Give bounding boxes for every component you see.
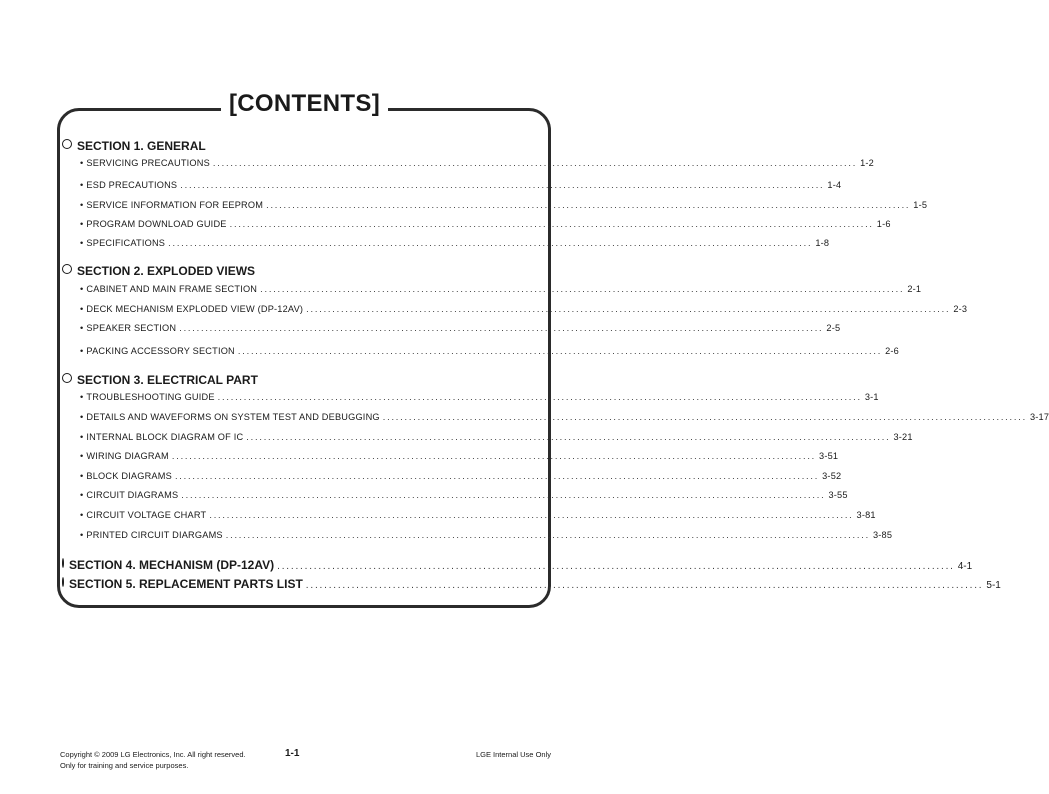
dot-leader: .................................................................................................................................................... bbox=[209, 510, 854, 520]
toc-item-page: 3-51 bbox=[819, 451, 839, 461]
toc-item-label: SERVICING PRECAUTIONS bbox=[86, 158, 210, 168]
toc-item-label: INTERNAL BLOCK DIAGRAM OF IC bbox=[86, 432, 244, 442]
dot-leader: .................................................................................................................................................... bbox=[266, 200, 911, 210]
section-circle-icon bbox=[62, 558, 64, 568]
dot-leader: .................................................................................................................................................... bbox=[212, 158, 858, 168]
toc-item-page: 1-8 bbox=[815, 238, 830, 248]
toc-item-page: 3-21 bbox=[893, 432, 913, 442]
section-heading bbox=[62, 372, 532, 388]
bullet-icon: • bbox=[80, 471, 84, 481]
dot-leader: .................................................................................................................................................... bbox=[217, 392, 862, 402]
toc-item[interactable] bbox=[80, 236, 830, 250]
toc-item[interactable] bbox=[80, 469, 842, 483]
footer-page-number: 1-1 bbox=[285, 748, 300, 759]
toc-item[interactable] bbox=[80, 390, 879, 404]
bullet-icon: • bbox=[80, 323, 84, 333]
section-1-heading-row bbox=[62, 138, 532, 154]
footer-copyright-block bbox=[60, 749, 246, 771]
section-5-row[interactable] bbox=[62, 576, 1001, 592]
toc-item-page: 1-4 bbox=[827, 180, 842, 190]
section-circle-icon bbox=[62, 139, 72, 149]
dot-leader: .................................................................................................................................................... bbox=[171, 451, 817, 461]
toc-item-label: SPECIFICATIONS bbox=[86, 238, 166, 248]
toc-item-page: 3-85 bbox=[872, 530, 893, 540]
bullet-icon: • bbox=[80, 346, 84, 356]
page-title: [CONTENTS] bbox=[221, 87, 388, 121]
toc-item-label: BLOCK DIAGRAMS bbox=[86, 471, 172, 481]
toc-item[interactable] bbox=[80, 528, 893, 542]
toc-item[interactable] bbox=[80, 508, 876, 522]
toc-item-page: 3-81 bbox=[856, 510, 876, 520]
section-3-title: SECTION 3. ELECTRICAL PART bbox=[77, 373, 258, 387]
title-wrap bbox=[0, 87, 609, 121]
toc-item-page: 3-55 bbox=[828, 490, 848, 500]
dot-leader: .................................................................................................................................................... bbox=[174, 471, 820, 481]
bullet-icon: • bbox=[80, 530, 84, 540]
bullet-icon: • bbox=[80, 284, 84, 294]
toc-item-page: 3-17 bbox=[1029, 412, 1049, 422]
toc-item-page: 2-3 bbox=[953, 304, 968, 314]
toc-item[interactable] bbox=[80, 302, 968, 316]
toc-item-label: CIRCUIT VOLTAGE CHART bbox=[86, 510, 207, 520]
dot-leader: .................................................................................................................................................... bbox=[229, 219, 874, 229]
section-circle-icon bbox=[62, 264, 72, 274]
toc-item[interactable] bbox=[80, 430, 913, 444]
section-3-heading-row bbox=[62, 372, 532, 388]
toc-item-label: DECK MECHANISM EXPLODED VIEW (DP-12AV) bbox=[86, 304, 304, 314]
toc-item[interactable] bbox=[80, 156, 874, 170]
section-circle-icon bbox=[62, 577, 64, 587]
section-heading bbox=[62, 138, 532, 154]
toc-item-page: 1-2 bbox=[860, 158, 874, 168]
dot-leader: .................................................................................................................................................... bbox=[180, 180, 825, 190]
section-4-row[interactable] bbox=[62, 557, 973, 573]
toc-item[interactable] bbox=[80, 321, 841, 335]
toc-item-page: 2-6 bbox=[885, 346, 899, 356]
toc-item[interactable] bbox=[80, 344, 899, 358]
dot-leader: .................................................................................................................................................... bbox=[168, 238, 813, 248]
section-5-page: 5-1 bbox=[986, 580, 1001, 591]
toc-item-label: TROUBLESHOOTING GUIDE bbox=[86, 392, 215, 402]
footer-copyright: Copyright © 2009 LG Electronics, Inc. All right reserved. bbox=[60, 750, 246, 759]
bullet-icon: • bbox=[80, 180, 84, 190]
section-1-title: SECTION 1. GENERAL bbox=[77, 139, 206, 153]
dot-leader: .................................................................................................................................................... bbox=[306, 304, 951, 314]
bullet-icon: • bbox=[80, 490, 84, 500]
toc-item-label: WIRING DIAGRAM bbox=[86, 451, 169, 461]
bullet-icon: • bbox=[80, 238, 84, 248]
toc-item-label: ESD PRECAUTIONS bbox=[86, 180, 178, 190]
section-circle-icon bbox=[62, 373, 72, 383]
dot-leader: .................................................................................................................................................... bbox=[179, 323, 824, 333]
toc-item-label: PRINTED CIRCUIT DIARGAMS bbox=[86, 530, 223, 540]
section-4-page: 4-1 bbox=[957, 561, 973, 572]
section-2-heading-row bbox=[62, 263, 532, 279]
toc-item-label: PACKING ACCESSORY SECTION bbox=[86, 346, 235, 356]
bullet-icon: • bbox=[80, 392, 84, 402]
footer-usage: Only for training and service purposes. bbox=[60, 761, 189, 770]
bullet-icon: • bbox=[80, 412, 84, 422]
bullet-icon: • bbox=[80, 304, 84, 314]
dot-leader: .................................................................................................................................................... bbox=[181, 490, 826, 500]
toc-item[interactable] bbox=[80, 198, 928, 212]
toc-item-page: 2-1 bbox=[907, 284, 922, 294]
toc-item-label: SPEAKER SECTION bbox=[86, 323, 177, 333]
section-2-title: SECTION 2. EXPLODED VIEWS bbox=[77, 264, 256, 278]
toc-item-label: CIRCUIT DIAGRAMS bbox=[86, 490, 179, 500]
bullet-icon: • bbox=[80, 510, 84, 520]
dot-leader: .................................................................................................................................................... bbox=[277, 561, 955, 572]
toc-item-label: PROGRAM DOWNLOAD GUIDE bbox=[86, 219, 227, 229]
footer-internal: LGE Internal Use Only bbox=[475, 750, 551, 759]
section-4-title: SECTION 4. MECHANISM (DP-12AV) bbox=[69, 558, 275, 572]
toc-item[interactable] bbox=[80, 217, 891, 231]
dot-leader: .................................................................................................................................................... bbox=[260, 284, 905, 294]
dot-leader: .................................................................................................................................................... bbox=[382, 412, 1027, 422]
toc-item-page: 2-5 bbox=[826, 323, 841, 333]
toc-item[interactable] bbox=[80, 488, 848, 502]
toc-item-label: CABINET AND MAIN FRAME SECTION bbox=[86, 284, 258, 294]
dot-leader: .................................................................................................................................................... bbox=[237, 346, 883, 356]
dot-leader: .................................................................................................................................................... bbox=[305, 580, 984, 591]
dot-leader: .................................................................................................................................................... bbox=[225, 530, 870, 540]
dot-leader: .................................................................................................................................................... bbox=[246, 432, 891, 442]
toc-item[interactable] bbox=[80, 178, 842, 192]
toc-item-label: SERVICE INFORMATION FOR EEPROM bbox=[86, 200, 264, 210]
toc-item-page: 3-1 bbox=[864, 392, 879, 402]
bullet-icon: • bbox=[80, 432, 84, 442]
toc-item[interactable] bbox=[80, 410, 1049, 424]
section-heading bbox=[62, 263, 532, 279]
toc-item-page: 1-6 bbox=[876, 219, 891, 229]
bullet-icon: • bbox=[80, 219, 84, 229]
toc-item[interactable] bbox=[80, 282, 922, 296]
section-5-title: SECTION 5. REPLACEMENT PARTS LIST bbox=[69, 577, 303, 591]
toc-item-page: 1-5 bbox=[913, 200, 928, 210]
toc-item-label: DETAILS AND WAVEFORMS ON SYSTEM TEST AND DEBUGGING bbox=[86, 412, 380, 422]
bullet-icon: • bbox=[80, 451, 84, 461]
toc-item[interactable] bbox=[80, 449, 839, 463]
bullet-icon: • bbox=[80, 200, 84, 210]
bullet-icon: • bbox=[80, 158, 84, 168]
toc-item-page: 3-52 bbox=[822, 471, 842, 481]
